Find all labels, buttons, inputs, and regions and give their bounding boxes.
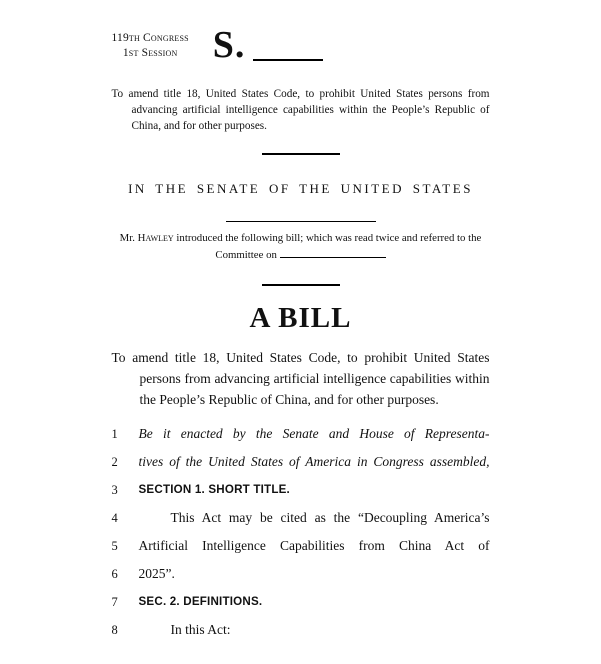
line-text: SEC. 2. DEFINITIONS.	[138, 595, 263, 609]
bill-number-blank	[253, 59, 323, 61]
divider-rule-thin	[226, 221, 376, 222]
line-number: 3	[111, 483, 118, 498]
line-number: 8	[111, 623, 118, 638]
line-text: This Act may be cited as the “Decoupling America’s	[170, 510, 490, 526]
bill-line	[112, 616, 490, 644]
sponsor-name: Hawley	[137, 231, 174, 244]
line-number: 6	[111, 567, 118, 582]
bill-line	[112, 448, 490, 476]
line-number: 4	[111, 511, 118, 526]
bill-line	[112, 476, 490, 504]
bill-number: S.	[212, 24, 246, 66]
line-number: 7	[111, 595, 118, 610]
congress-label: 119th Congress	[111, 32, 189, 44]
line-number: 1	[111, 427, 118, 442]
bill-line	[112, 588, 490, 616]
bill-page	[112, 0, 490, 644]
line-text: Be it enacted by the Senate and House of Representa-	[138, 426, 490, 442]
bill-body	[112, 420, 490, 644]
line-text: Artificial Intelligence Capabilities from China Act of	[138, 538, 490, 554]
line-text: In this Act:	[170, 622, 231, 638]
action-paragraph	[112, 230, 490, 265]
committee-blank	[280, 248, 386, 258]
line-number: 5	[111, 539, 118, 554]
bill-line	[112, 560, 490, 588]
congress-session-block	[112, 26, 189, 61]
divider-rule-top	[262, 153, 340, 155]
bill-line	[112, 420, 490, 448]
long-title-text: To amend title 18, United States Code, to prohibit United States persons from advancing artificial intelligence capabilities within the People’s Republic of China, and for other purposes.	[111, 350, 490, 408]
bill-title-heading: A BILL	[249, 302, 352, 335]
preamble-text: To amend title 18, United States Code, to prohibit United States persons from advancing artificial intelligence capabilities within the People’s Republic of China, and for other purposes.	[111, 88, 490, 133]
sponsor-prefix: Mr.	[119, 231, 138, 244]
bill-line	[112, 504, 490, 532]
line-number: 2	[111, 455, 118, 470]
line-text: 2025”.	[138, 566, 175, 582]
chamber-heading: IN THE SENATE OF THE UNITED STATES	[128, 180, 473, 196]
line-text: tives of the United States of America in Congress assembled,	[138, 454, 490, 470]
bill-line	[112, 532, 490, 560]
line-text: SECTION 1. SHORT TITLE.	[138, 483, 290, 497]
session-label: 1st Session	[122, 46, 178, 59]
action-text: introduced the following bill; which was read twice and referred to the Committee on	[173, 231, 482, 261]
bill-header	[112, 26, 490, 64]
divider-rule-bottom	[262, 284, 340, 286]
